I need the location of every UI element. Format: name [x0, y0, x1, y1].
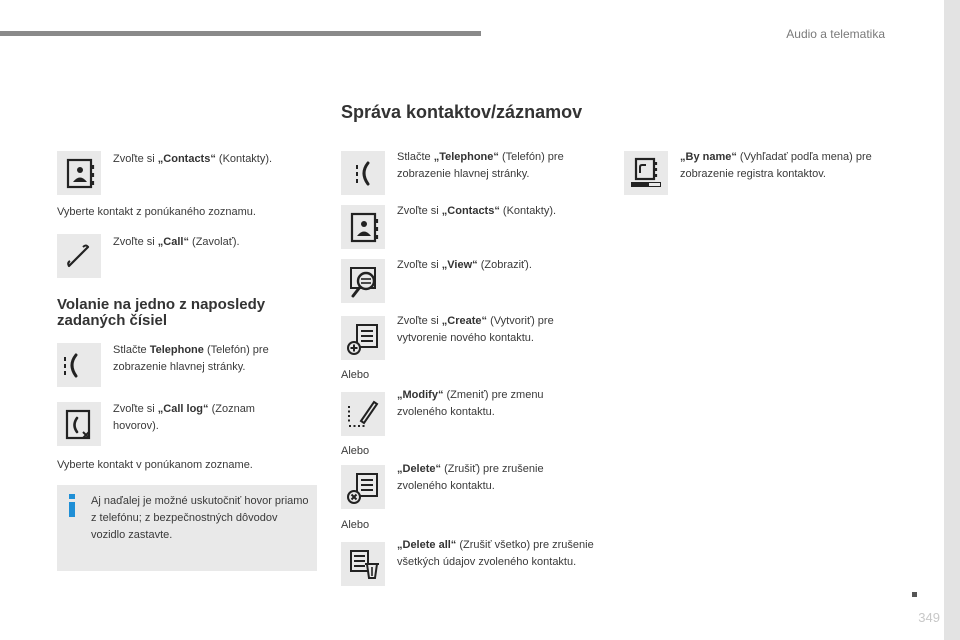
left-step-telephone: Stlačte Telephone (Telefón) pre zobrazenie hlavnej stránky.	[113, 344, 269, 373]
left-step-call: Zvoľte si „Call“ (Zavolať).	[113, 236, 240, 248]
main-title: Správa kontaktov/záznamov	[341, 102, 583, 122]
modify-icon	[341, 392, 385, 436]
delete-contact-icon	[341, 465, 385, 509]
middle-step-contacts: Zvoľte si „Contacts“ (Kontakty).	[397, 205, 557, 217]
contacts-icon	[57, 151, 101, 195]
info-icon	[69, 494, 75, 517]
call-log-icon	[57, 402, 101, 446]
or-label: Alebo	[341, 369, 370, 381]
middle-step-create: Zvoľte si „Create“ (Vytvoriť) pre vytvorenie nového kontaktu.	[397, 315, 554, 344]
left-select-contact-log-text: Vyberte kontakt v ponúkanom zozname.	[57, 459, 253, 471]
middle-step-view: Zvoľte si „View“ (Zobraziť).	[397, 259, 532, 271]
left-select-contact-text: Vyberte kontakt z ponúkaného zoznamu.	[57, 206, 256, 218]
info-text: Aj naďalej je možné uskutočniť hovor priamo z telefónu; z bezpečnostných dôvodov vozidlo zastavte.	[91, 495, 309, 541]
or-label: Alebo	[341, 445, 370, 457]
by-name-icon	[624, 151, 668, 195]
middle-step-delete: „Delete“ (Zrušiť) pre zrušenie zvoleného kontaktu.	[397, 463, 544, 492]
info-box	[57, 485, 317, 571]
middle-step-telephone: Stlačte „Telephone“ (Telefón) pre zobrazenie hlavnej stránky.	[397, 151, 564, 180]
middle-step-delete-all: „Delete all“ (Zrušiť všetko) pre zrušenie všetkých údajov zvoleného kontaktu.	[397, 539, 594, 568]
telephone-icon	[57, 343, 101, 387]
telephone-icon	[341, 151, 385, 195]
page-bullet	[912, 592, 917, 597]
create-contact-icon	[341, 316, 385, 360]
left-step-contacts: Zvoľte si „Contacts“ (Kontakty).	[113, 153, 273, 165]
page-edge	[944, 0, 960, 640]
or-label: Alebo	[341, 519, 370, 531]
contacts-icon	[341, 205, 385, 249]
view-contact-icon	[341, 259, 385, 303]
delete-all-icon	[341, 542, 385, 586]
middle-step-modify: „Modify“ (Zmeniť) pre zmenu zvoleného kontaktu.	[397, 389, 544, 418]
section-name: Audio a telematika	[786, 27, 885, 41]
subtitle-recent-calls: Volanie na jedno z naposledy zadaných čísiel	[57, 296, 266, 329]
page-number: 349	[918, 610, 940, 625]
left-step-call-log: Zvoľte si „Call log“ (Zoznam hovorov).	[113, 403, 255, 432]
right-step-by-name: „By name“ (Vyhľadať podľa mena) pre zobrazenie registra kontaktov.	[680, 151, 872, 180]
handset-icon	[57, 234, 101, 278]
header-bar	[0, 31, 481, 36]
